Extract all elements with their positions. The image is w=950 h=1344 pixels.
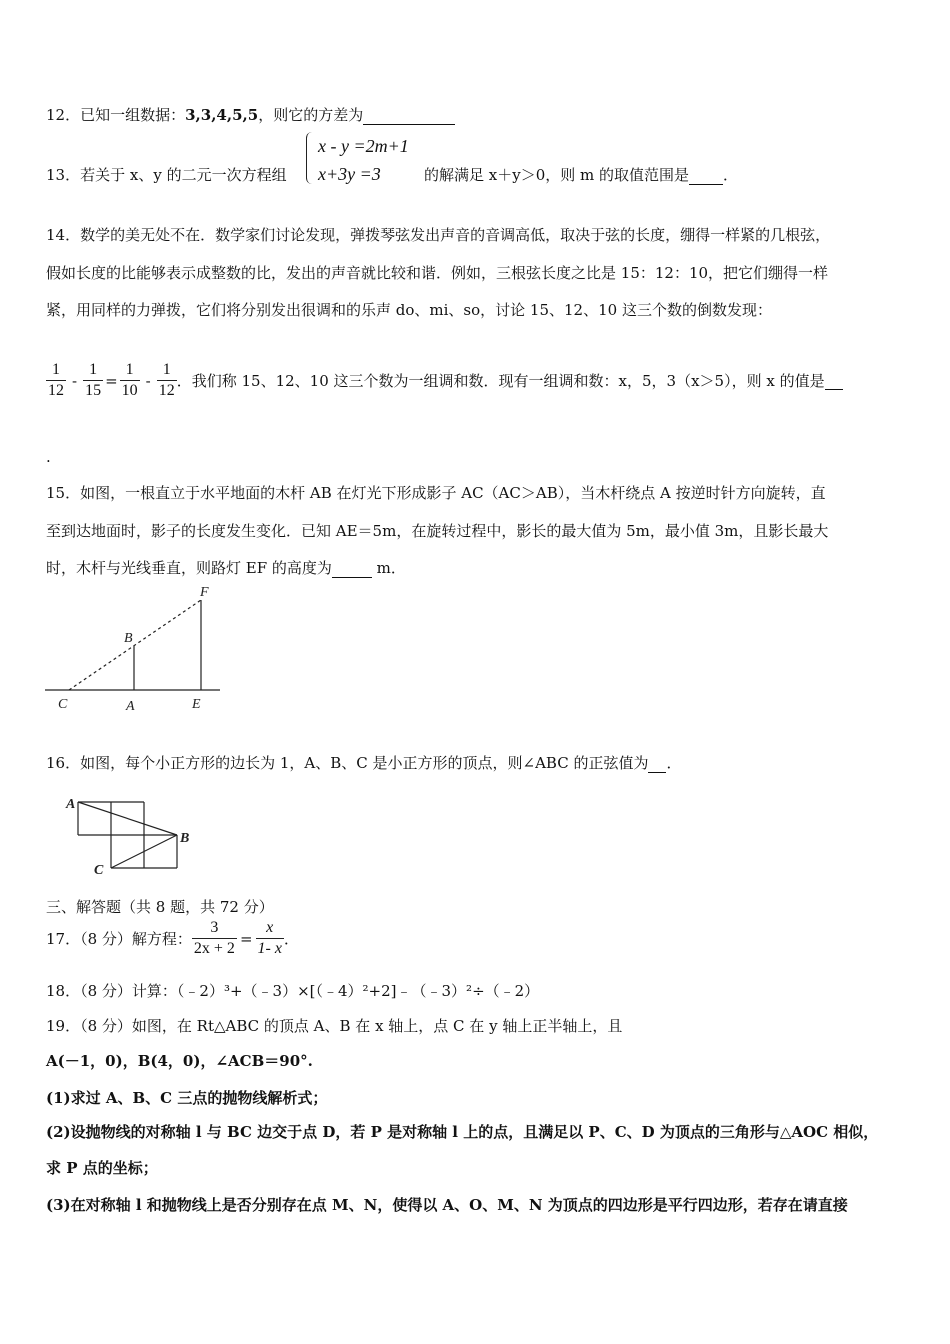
grid-figure [60,792,200,882]
question-17: 17．（8 分）解方程： $\frac{3}{2x + 2}$ = $\frac{x}{1- x}$ ． [46,919,299,957]
label-a: A [66,797,76,812]
question-19-line-2: A(－1，0)，B(4，0)，∠ACB＝90°. [46,1052,313,1070]
question-14-line-3: 紧，用同样的力弹拨，它们将分别发出很调和的乐声 do、mi、so，讨论 15、12、10 这三个数的倒数发现： [46,301,772,319]
light-ray [69,600,201,690]
question-15-line-3: 时，木杆与光线垂直，则路灯 EF 的高度为 m． [46,559,406,577]
label-c: C [94,863,104,878]
equation-2: x+3y =3 [318,164,381,184]
answer-blank [648,754,666,773]
question-19-part-3: (3)在对称轴 l 和抛物线上是否分别存在点 M、N，使得以 A、O、M、N 为顶点的四边形是平行四边形，若存在请直接 [46,1196,848,1214]
fraction: $\frac{1}{12}$ [48,361,64,399]
question-15-line-2: 至到达地面时，影子的长度发生变化．已知 AE＝5m，在旋转过程中，影长的最大值为 5m，最小值 3m，且影长最大 [46,522,829,540]
lamp-shadow-figure [40,580,230,720]
label-a: A [126,699,135,714]
question-13-tail: 的解满足 x＋y＞0，则 m 的取值范围是 ． [424,166,739,184]
question-12: 12．已知一组数据：3,3,4,5,5，则它的方差为 [46,104,455,125]
equation-1: x - y =2m+1 [318,136,409,156]
answer-blank [689,166,723,185]
question-14-line-2: 假如长度的比能够表示成整数的比，发出的声音就比较和谐．例如，三根弦长度之比是 15：12：10，把它们绷得一样 [46,264,829,282]
question-14-line-1: 14．数学的美无处不在．数学家们讨论发现，弹拨琴弦发出声音的音调高低，取决于弦的长度，绷得一样紧的几根弦， [46,226,831,244]
question-19-line-1: 19．（8 分）如图，在 Rt△ABC 的顶点 A、B 在 x 轴上，点 C 在 y 轴上正半轴上，且 [46,1017,623,1035]
fraction: $\frac{3}{2x + 2}$ [193,919,235,957]
fraction: $\frac{x}{1- x}$ [257,919,282,957]
question-19-part-1: (1)求过 A、B、C 三点的抛物线解析式； [46,1089,328,1107]
label-e: E [192,697,201,712]
answer-blank [363,106,455,125]
label-b: B [180,831,190,846]
label-f: F [200,585,209,600]
reciprocal-equation: $\frac{1}{12}$ - $\frac{1}{15}$ = $\frac{1}{10}$ - $\frac{1}{12}$ ．我们称 15、12、10 这三个数为一组调和数．现有一组调和数：x，5，3（x＞5），则 x 的值是 [46,360,843,401]
label-b: B [124,631,133,646]
fraction: $\frac{1}{15}$ [85,361,102,399]
question-19-part-2: (2)设抛物线的对称轴 l 与 BC 边交于点 D，若 P 是对称轴 l 上的点，且满足以 P、C、D 为顶点的三角形与△AOC 相似， [46,1123,879,1141]
question-18: 18．（8 分）计算：（﹣2）³+（﹣3）×[（﹣4）²+2]﹣（﹣3）²÷（﹣2） [46,982,540,1000]
answer-blank [825,371,843,390]
label-c: C [58,697,68,712]
trailing-dot: . [46,448,51,466]
answer-blank [332,559,372,578]
question-16: 16．如图，每个小正方形的边长为 1，A、B、C 是小正方形的顶点，则∠ABC 的正弦值为 ． [46,754,682,772]
segment-ab [78,802,177,835]
question-15-line-1: 15．如图，一根直立于水平地面的木杆 AB 在灯光下形成影子 AC（AC＞AB），当木杆绕点 A 按逆时针方向旋转，直 [46,484,826,502]
fraction: $\frac{1}{12}$ [158,361,175,399]
question-13: 13．若关于 x、y 的二元一次方程组 [46,166,287,184]
brace [306,132,313,184]
question-19-part-2-cont: 求 P 点的坐标； [46,1159,158,1177]
section-title: 三、解答题（共 8 题，共 72 分） [46,898,274,916]
fraction: $\frac{1}{10}$ [121,361,138,399]
